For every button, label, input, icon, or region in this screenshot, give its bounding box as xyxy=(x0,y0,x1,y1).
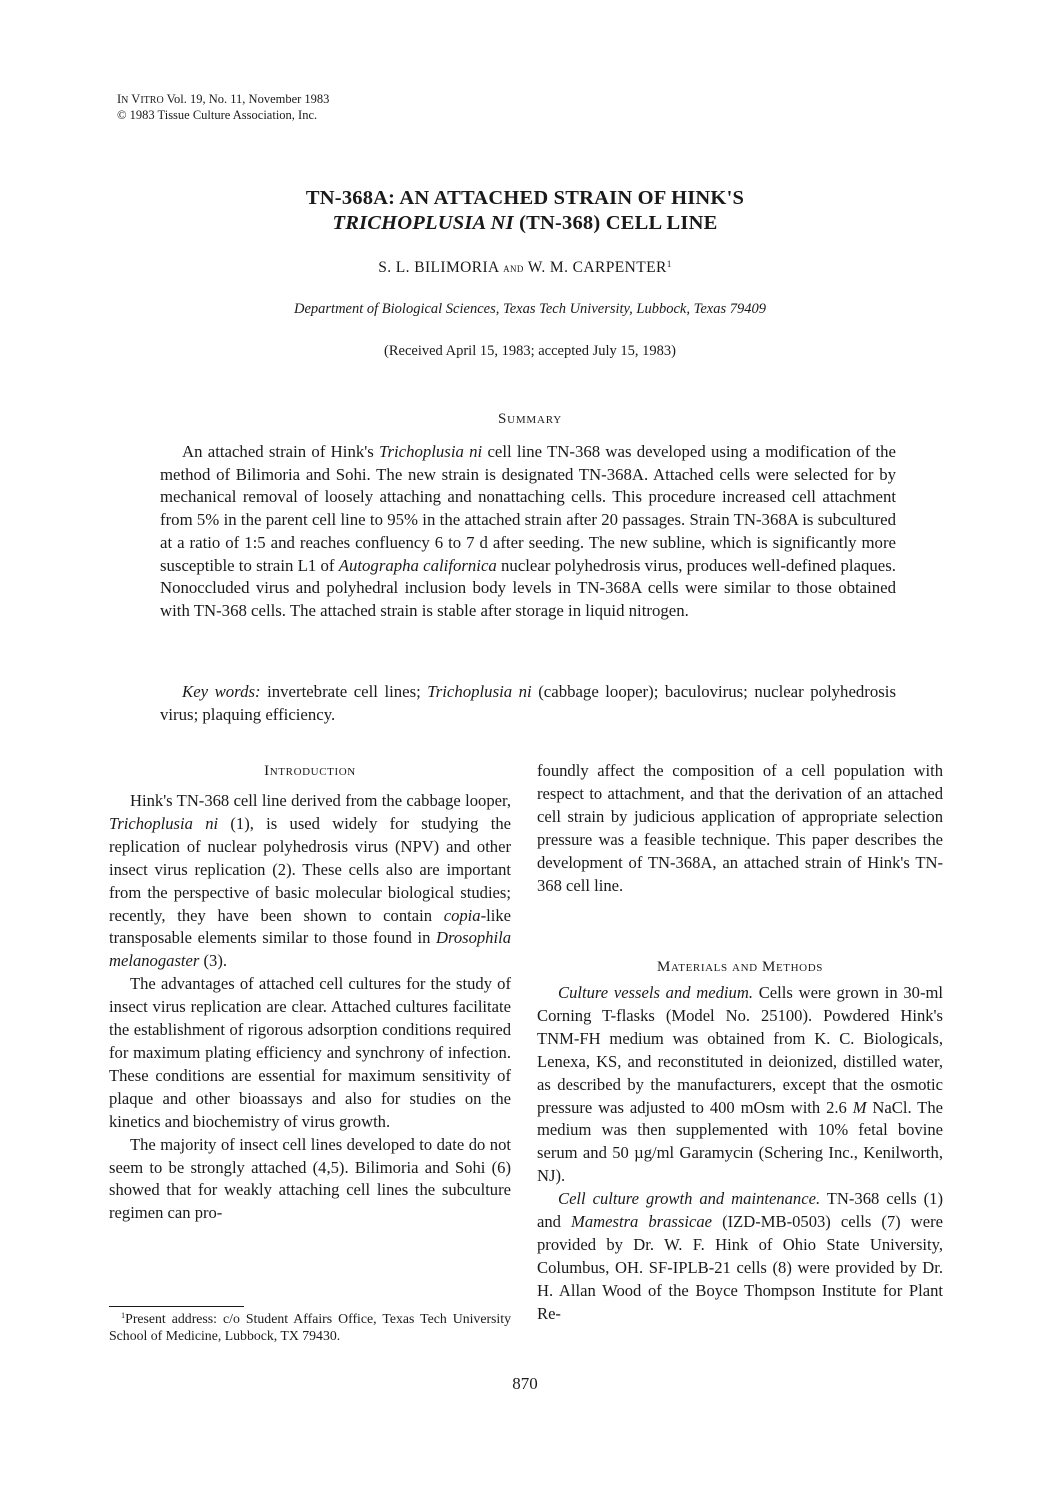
methods-body xyxy=(537,982,943,1326)
methods-heading: Materials and Methods xyxy=(657,959,823,975)
introduction-heading: Introduction xyxy=(264,763,356,779)
affiliation: Department of Biological Sciences, Texas Tech University, Lubbock, Texas 79409 xyxy=(293,301,766,317)
journal-header xyxy=(117,92,329,122)
introduction-body xyxy=(109,790,511,1225)
page-number: 870 xyxy=(512,1374,538,1393)
journal-issue-line: IN VITRO Vol. 19, No. 11, November 1983 xyxy=(117,92,330,106)
methods-paragraph-1: Culture vessels and medium. Cells were grown in 30-ml Corning T-flasks (Model No. 25100). Powdered Hink's TNM-FH medium was obtained from K. C. Biologicals, Lenexa, KS, and reconstituted in deionized, distilled water, as described by the manufacturers, except that the osmotic pressure was adjusted to 400 mOsm with 2.6 M NaCl. The medium was then supplemented with 10% fetal bovine serum and 50 µg/ml Garamycin (Schering Inc., Kenilworth, NJ). xyxy=(537,983,943,1186)
article-title: TN-368A: AN ATTACHED STRAIN OF HINK'S TRICHOPLUSIA NI (TN-368) CELL LINE xyxy=(305,187,745,234)
summary-text: An attached strain of Hink's Trichoplusia ni cell line TN-368 was developed using a modification of the method of Bilimoria and Sohi. The new strain is designated TN-368A. Attached cells were selected for by mechanical removal of loosely attaching and nonattaching cells. This procedure increased cell attachment from 5% in the parent cell line to 95% in the attached strain after 20 passages. Strain TN-368A is subcultured at a ratio of 1:5 and reaches confluency 6 to 7 d after seeding. The new subline, which is significantly more susceptible to strain L1 of Autographa californica nuclear polyhedrosis virus, produces well-defined plaques. Nonoccluded virus and polyhedral inclusion body levels in TN-368A cells were similar to those obtained with TN-368 cells. The attached strain is stable after storage in liquid nitrogen. xyxy=(160,442,896,620)
received-dates: (Received April 15, 1983; accepted July 15, 1983) xyxy=(384,343,676,359)
summary-heading: Summary xyxy=(497,411,563,427)
intro-paragraph-1: Hink's TN-368 cell line derived from the cabbage looper, Trichoplusia ni (1), is used widely for studying the replication of nuclear polyhedrosis virus (NPV) and other insect virus replication (2). These cells also are important from the perspective of basic molecular biological studies; recently, they have been shown to contain copia-like transposable elements similar to those found in Drosophila melanogaster (3). xyxy=(109,791,512,971)
footnote-divider xyxy=(109,1306,244,1307)
keywords: Key words: invertebrate cell lines; Trichoplusia ni (cabbage looper); baculovirus; nuclear polyhedrosis virus; plaquing efficiency. xyxy=(160,682,896,724)
footnote: $^1$Present address: c/o Student Affairs Office, Texas Tech University School of Medicine, Lubbock, TX 79430. xyxy=(109,1311,511,1343)
methods-paragraph-2: Cell culture growth and maintenance. TN-368 cells (1) and Mamestra brassicae (IZD-MB-0503) cells (7) were provided by Dr. W. F. Hink of Ohio State University, Columbus, OH. SF-IPLB-21 cells (8) were provided by Dr. H. Allan Wood of the Boyce Thompson Institute for Plant Re- xyxy=(537,1189,944,1323)
author-list: S. L. BILIMORIA and W. M. CARPENTER$^1$ xyxy=(378,259,672,276)
intro-paragraph-3: The majority of insect cell lines developed to date do not seem to be strongly attached (4,5). Bilimoria and Sohi (6) showed that for weakly attaching cell lines the subculture regimen can pro- xyxy=(109,1134,511,1223)
intro-continuation: foundly affect the composition of a cell population with respect to attachment, and that the derivation of an attached cell strain by judicious application of appropriate selection pressure was a feasible technique. This paper describes the development of TN-368A, an attached strain of Hink's TN-368 cell line. xyxy=(537,761,943,895)
intro-paragraph-2: The advantages of attached cell cultures for the study of insect virus replication are clear. Attached cultures facilitate the establishment of rigorous adsorption conditions required for maximum plating efficiency and synchrony of infection. These conditions are essential for maximum sensitivity of plaque and other bioassays and also for studies on the kinetics and biochemistry of virus growth. xyxy=(109,974,511,1131)
journal-copyright: © 1983 Tissue Culture Association, Inc. xyxy=(117,108,318,122)
